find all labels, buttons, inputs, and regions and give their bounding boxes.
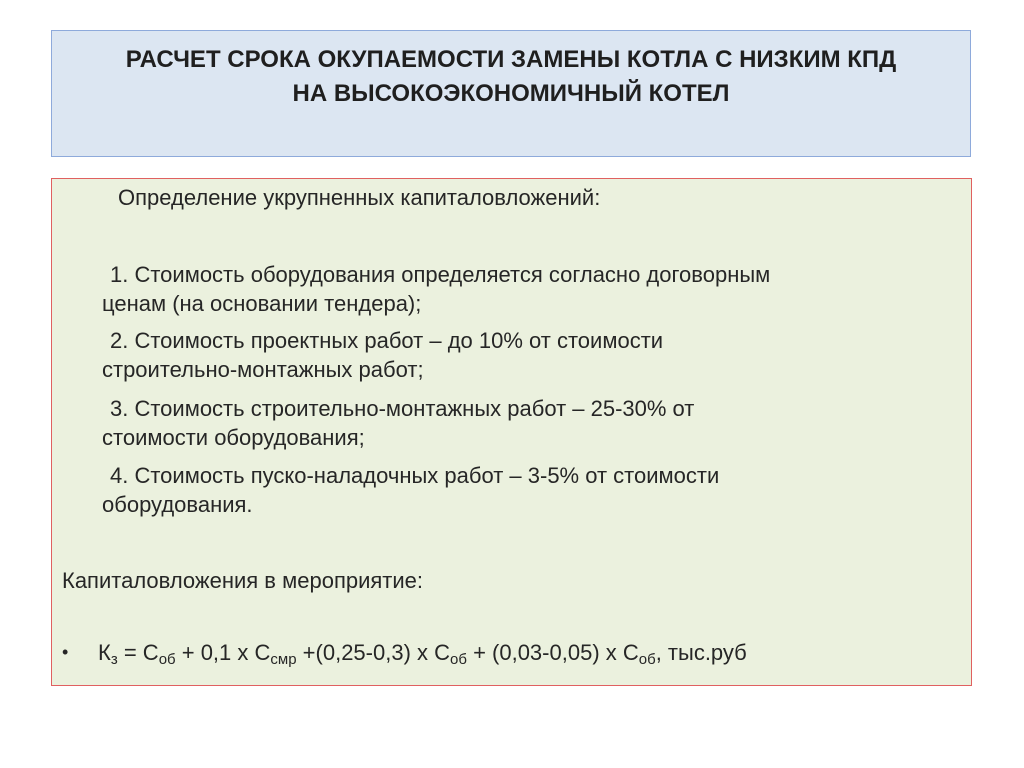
list-item-1-line-2: ценам (на основании тендера); (102, 291, 422, 316)
investments-heading: Капиталовложения в мероприятие: (62, 568, 424, 593)
list-item-3-line-1: 3. Стоимость строительно-монтажных работ – 25-30% от (110, 396, 695, 421)
formula-part-4: + (0,03-0,05) х С (466, 640, 639, 665)
formula-part-5: , тыс.руб (655, 640, 747, 665)
slide-title (52, 31, 970, 111)
formula-subscript-3: об (450, 651, 467, 668)
list-item-2-line-2: строительно-монтажных работ; (102, 357, 424, 382)
slide-title-line-2: НА ВЫСОКОЭКОНОМИЧНЫЙ КОТЕЛ (292, 80, 730, 107)
formula-line (62, 637, 747, 668)
formula-subscript-1: об (158, 651, 176, 668)
bullet-icon: • (62, 642, 69, 662)
list-item-4-line-1: 4. Стоимость пуско-наладочных работ – 3-5% от стоимости (110, 463, 720, 488)
list-item-4 (102, 461, 719, 519)
slide-title-line-1: РАСЧЕТ СРОКА ОКУПАЕМОСТИ ЗАМЕНЫ КОТЛА С НИЗКИМ КПД (125, 46, 897, 73)
formula-k-subscript: з (110, 651, 118, 668)
list-item-3-line-2: стоимости оборудования; (102, 425, 365, 450)
formula-k: К (98, 640, 111, 665)
list-item-1 (102, 260, 770, 318)
list-item-4-line-2: оборудования. (102, 492, 253, 517)
formula-subscript-2: смр (270, 651, 297, 668)
title-box (51, 30, 971, 157)
list-item-2-line-1: 2. Стоимость проектных работ – до 10% от стоимости (110, 328, 664, 353)
list-item-3 (102, 394, 694, 452)
content-box (51, 178, 972, 686)
formula-part-3: +(0,25-0,3) х С (296, 640, 451, 665)
formula-part-2: + 0,1 х С (175, 640, 271, 665)
list-item-1-line-1: 1. Стоимость оборудования определяется согласно договорным (110, 262, 771, 287)
list-item-2 (102, 326, 663, 384)
formula-part-1: = С (117, 640, 159, 665)
formula-subscript-4: об (638, 651, 656, 668)
intro-text: Определение укрупненных капиталовложений: (118, 185, 601, 210)
